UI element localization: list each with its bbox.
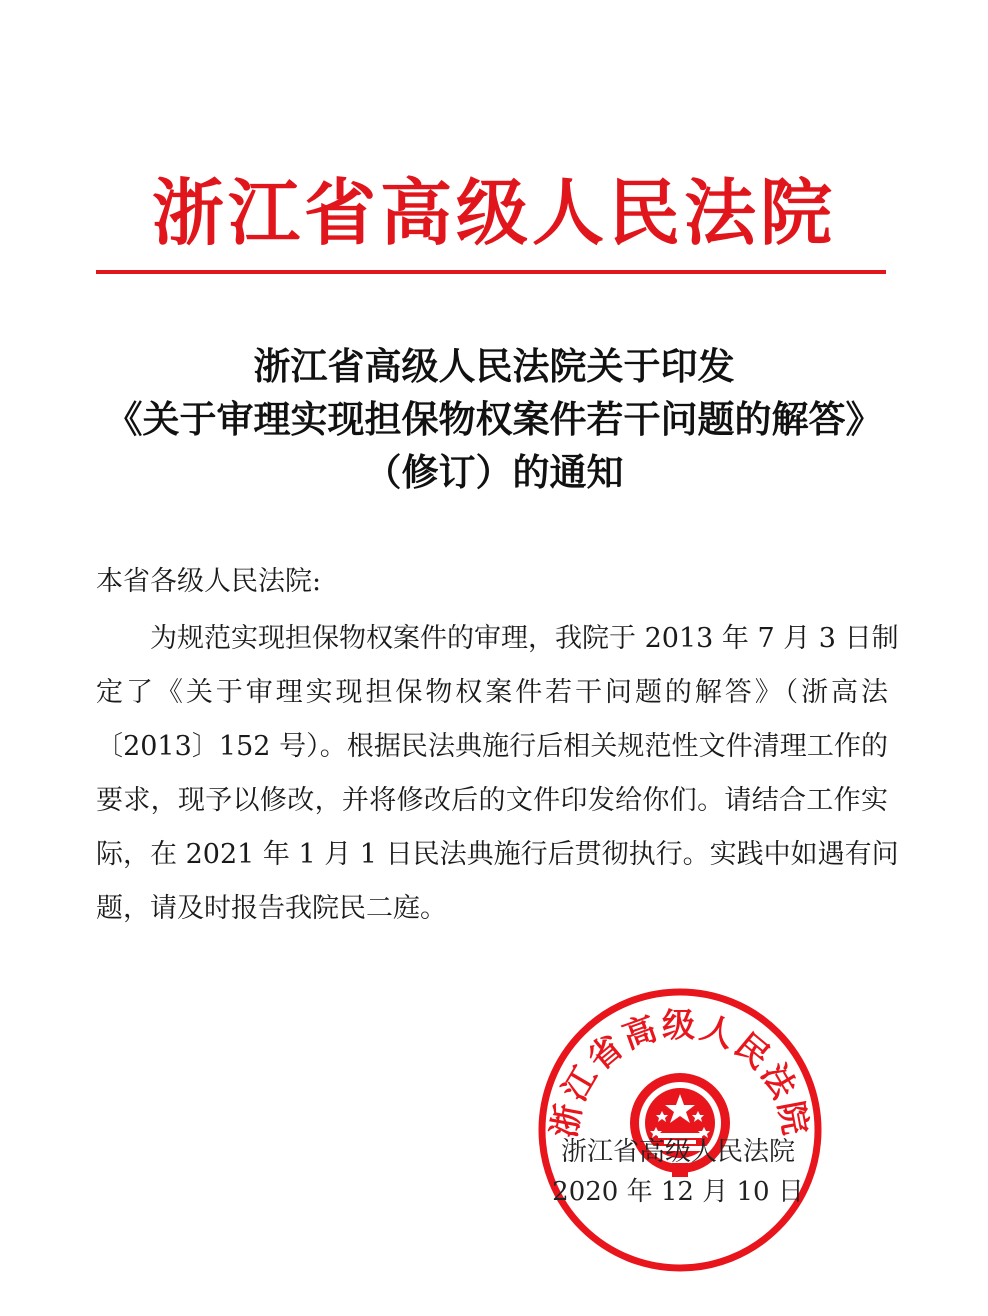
letterhead-title: 浙江省高级人民法院 [151, 171, 836, 255]
issue-date: 2020 年 12 月 10 日 [552, 1177, 804, 1207]
seal-text-path: 浙江省高级人民法院 [543, 1005, 817, 1141]
notice-title [60, 340, 928, 499]
body-line: 题，请及时报告我院民二庭。 [96, 893, 447, 924]
body-line: 际，在 2021 年 1 月 1 日民法典施行后贯彻执行。实践中如遇有问 [96, 839, 899, 870]
signature-block [548, 1132, 808, 1212]
notice-title-line-2: 《关于审理实现担保物权案件若干问题的解答》 [105, 398, 883, 441]
notice-title-line-1: 浙江省高级人民法院关于印发 [253, 345, 735, 388]
notice-title-line-3: （修订）的通知 [364, 451, 624, 494]
body-line: 定了《关于审理实现担保物权案件若干问题的解答》（浙高法 [96, 677, 888, 708]
body-line: 为规范实现担保物权案件的审理，我院于 2013 年 7 月 3 日制 [150, 623, 899, 654]
official-seal [535, 985, 825, 1275]
salutation: 本省各级人民法院: [96, 566, 322, 597]
letterhead-divider [96, 270, 886, 274]
body-line: 〔2013〕152 号）。根据民法典施行后相关规范性文件清理工作的 [96, 731, 888, 762]
body-paragraph [96, 612, 899, 936]
issuer-name: 浙江省高级人民法院 [560, 1137, 795, 1167]
body-line: 要求，现予以修改，并将修改后的文件印发给你们。请结合工作实 [96, 785, 888, 816]
